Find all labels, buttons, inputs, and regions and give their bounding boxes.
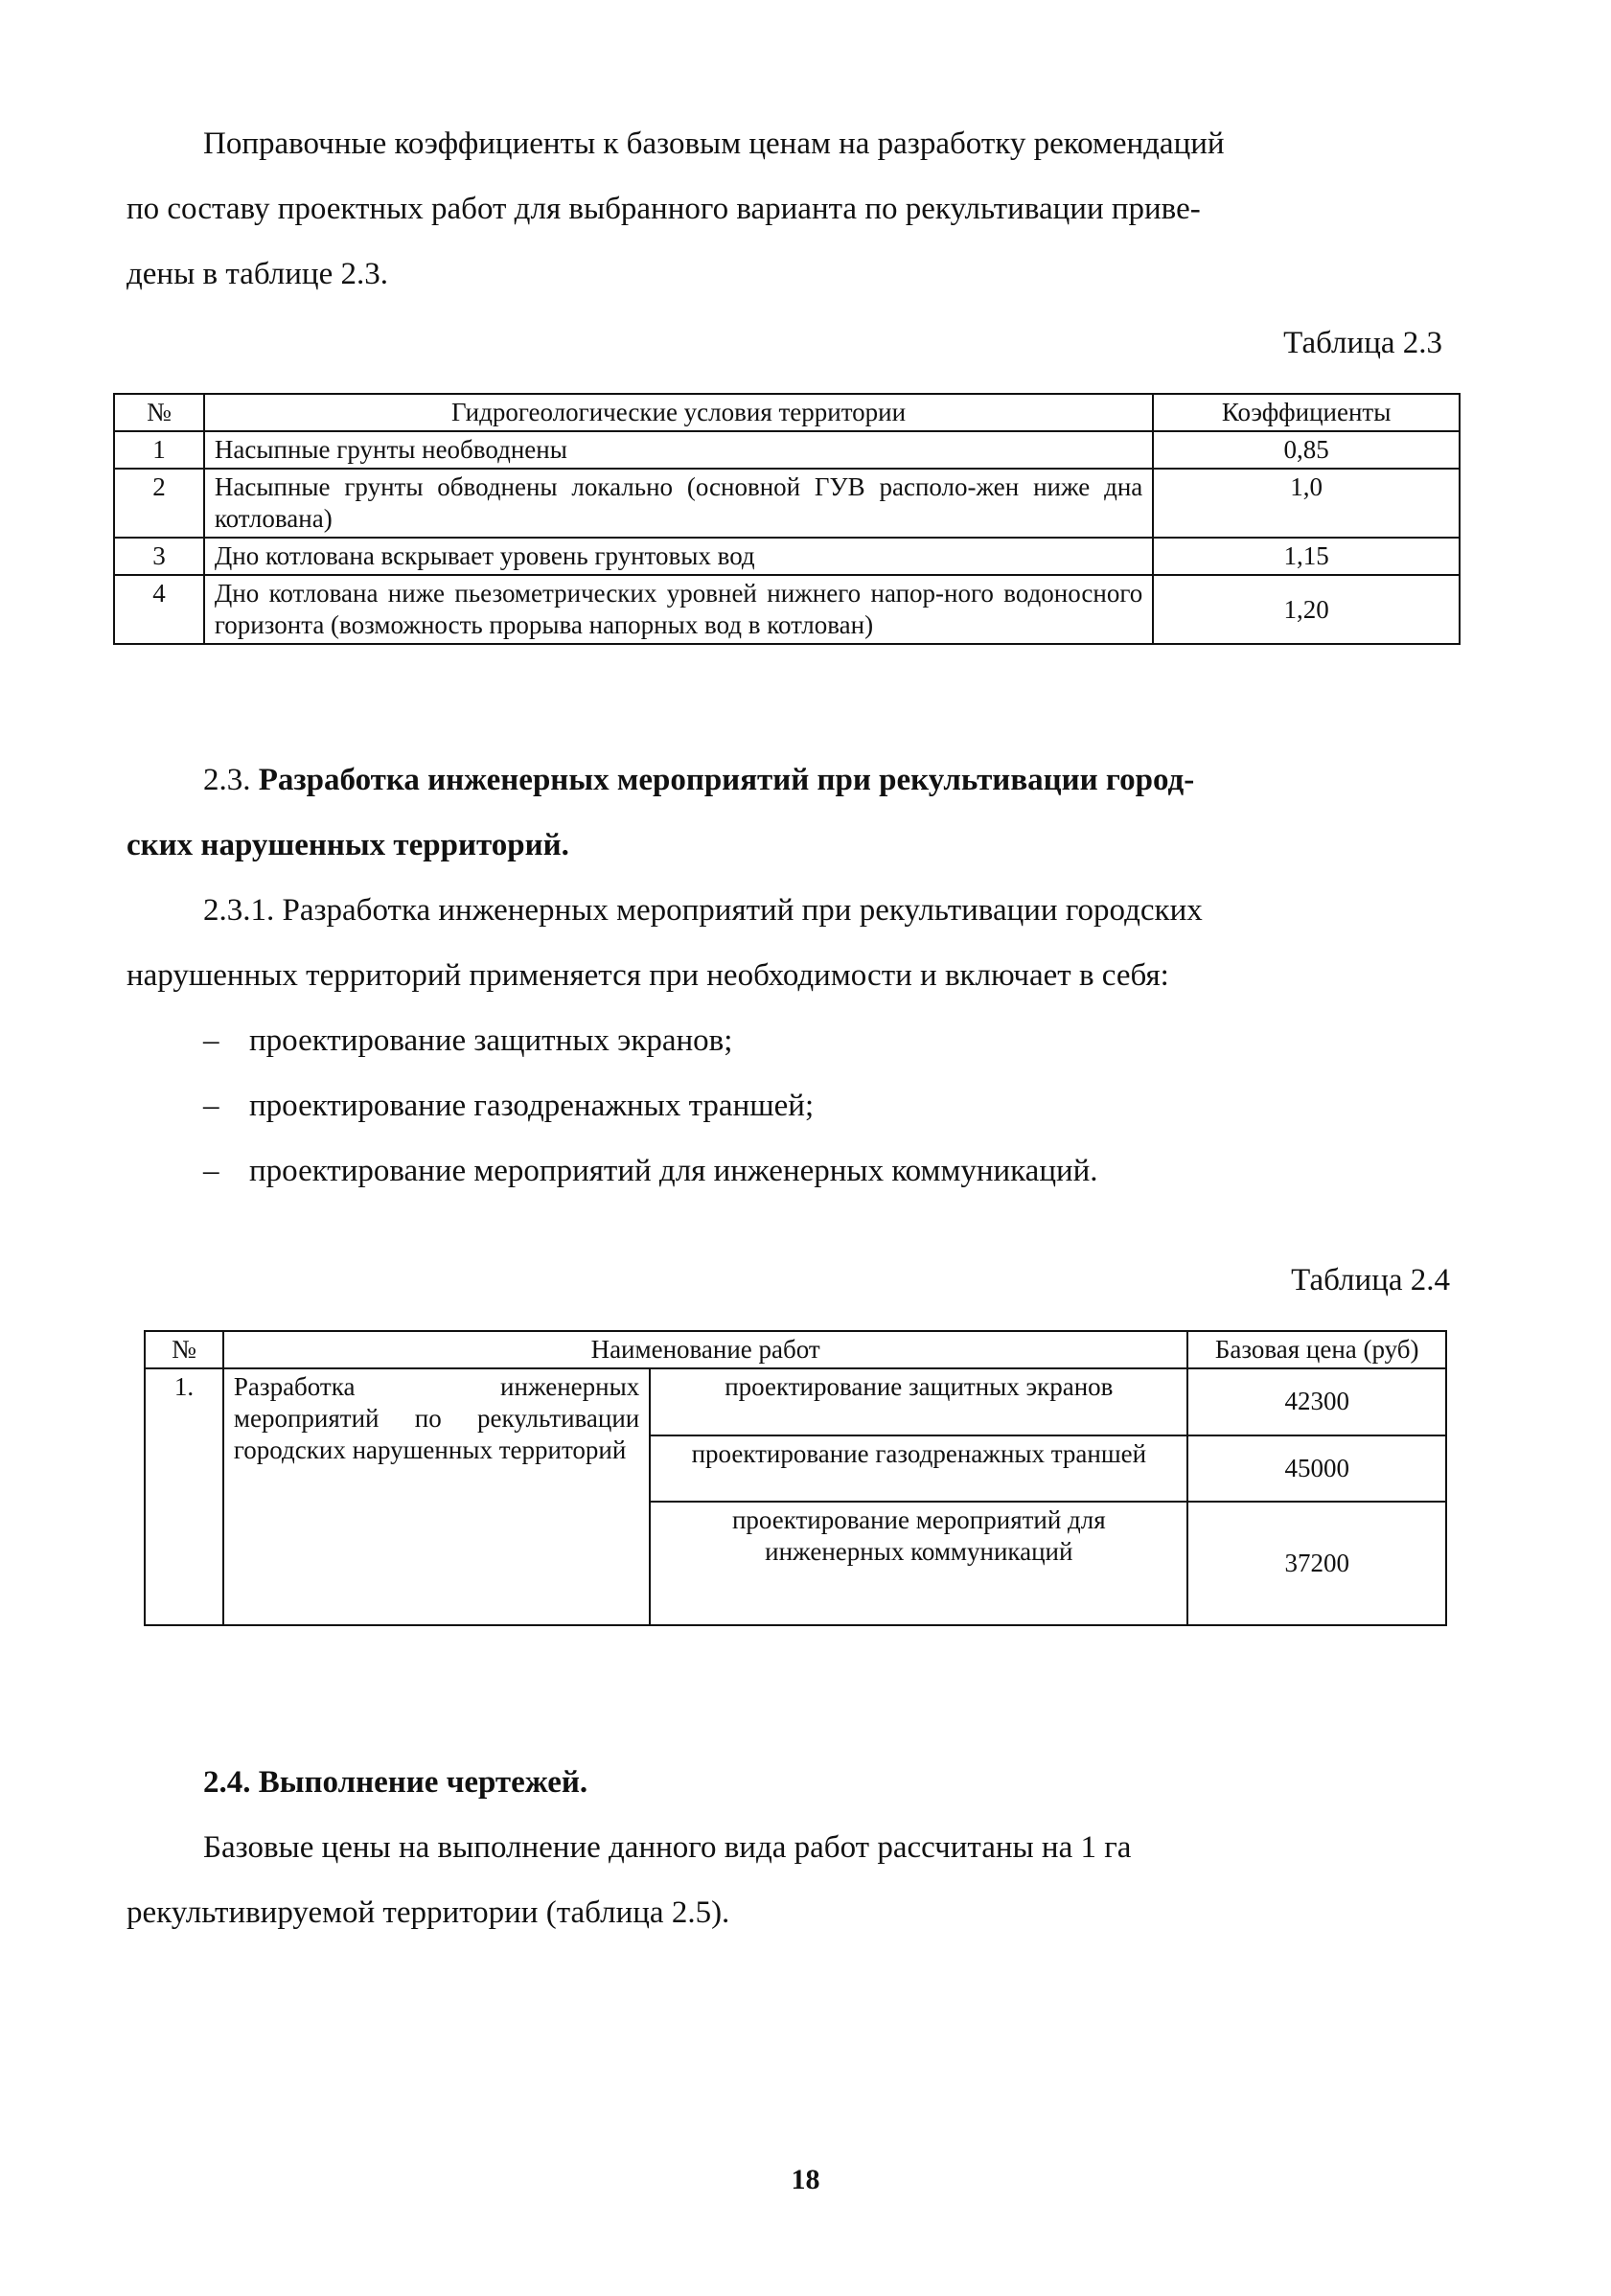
row-coefficient: 1,0 bbox=[1153, 469, 1460, 538]
table-2-4-header-num: № bbox=[145, 1331, 223, 1368]
table-row bbox=[114, 431, 1460, 469]
table-row bbox=[114, 575, 1460, 644]
section-2-3-1-line-1: 2.3.1. Разработка инженерных мероприятий при рекультивации городских bbox=[203, 893, 1203, 928]
table-2-3-caption: Таблица 2.3 bbox=[1283, 326, 1442, 360]
table-2-3-header-row bbox=[114, 394, 1460, 431]
sub-price: 45000 bbox=[1187, 1435, 1446, 1503]
dash-bullet: – bbox=[203, 1154, 219, 1188]
sub-price: 42300 bbox=[1187, 1368, 1446, 1435]
section-2-3-title: Разработка инженерных мероприятий при рекультивации город- bbox=[258, 763, 1195, 797]
intro-line-2: по составу проектных работ для выбранного варианта по рекультивации приве- bbox=[127, 192, 1201, 226]
table-2-3-header-conditions: Гидрогеологические условия территории bbox=[204, 394, 1153, 431]
table-2-4-caption: Таблица 2.4 bbox=[1291, 1263, 1450, 1297]
sub-work: проектирование защитных экранов bbox=[650, 1368, 1187, 1435]
row-number: 3 bbox=[114, 538, 204, 575]
section-2-4-line-1: Базовые цены на выполнение данного вида работ рассчитаны на 1 га bbox=[203, 1830, 1132, 1865]
intro-line-3: дены в таблице 2.3. bbox=[127, 257, 388, 291]
section-2-4-title: 2.4. Выполнение чертежей. bbox=[203, 1765, 588, 1800]
row-coefficient: 1,20 bbox=[1153, 575, 1460, 644]
table-row bbox=[145, 1368, 1446, 1435]
list-item bbox=[203, 1089, 814, 1124]
list-item bbox=[203, 1154, 1098, 1189]
section-2-3-title-line-1 bbox=[203, 763, 1194, 798]
row-condition: Насыпные грунты обводнены локально (основной ГУВ располо-жен ниже дна котлована) bbox=[204, 469, 1153, 538]
list-item-text: проектирование мероприятий для инженерных коммуникаций. bbox=[249, 1154, 1098, 1188]
table-2-3 bbox=[113, 393, 1461, 645]
table-row bbox=[114, 538, 1460, 575]
row-number: 1 bbox=[114, 431, 204, 469]
table-2-3-header-num: № bbox=[114, 394, 204, 431]
sub-price: 37200 bbox=[1187, 1502, 1446, 1625]
table-2-4 bbox=[144, 1330, 1447, 1626]
intro-line-1: Поправочные коэффициенты к базовым ценам на разработку рекомендаций bbox=[203, 126, 1225, 161]
list-item-text: проектирование газодренажных траншей; bbox=[249, 1089, 815, 1123]
section-2-3-1-line-2: нарушенных территорий применяется при необходимости и включает в себя: bbox=[127, 958, 1169, 993]
row-coefficient: 1,15 bbox=[1153, 538, 1460, 575]
row-number: 2 bbox=[114, 469, 204, 538]
table-2-3-header-coefficients: Коэффициенты bbox=[1153, 394, 1460, 431]
dash-bullet: – bbox=[203, 1023, 219, 1058]
row-coefficient: 0,85 bbox=[1153, 431, 1460, 469]
row-number: 1. bbox=[145, 1368, 223, 1625]
dash-bullet: – bbox=[203, 1089, 219, 1123]
table-row bbox=[114, 469, 1460, 538]
row-condition: Дно котлована ниже пьезометрических уровней нижнего напор-ного водоносного горизонта (возможность прорыва напорных вод в котлован) bbox=[204, 575, 1153, 644]
page-number: 18 bbox=[791, 2164, 820, 2195]
section-2-4-line-2: рекультивируемой территории (таблица 2.5). bbox=[127, 1895, 730, 1930]
sub-work: проектирование мероприятий для инженерных коммуникаций bbox=[650, 1502, 1187, 1625]
table-2-4-header-row bbox=[145, 1331, 1446, 1368]
sub-work: проектирование газодренажных траншей bbox=[650, 1435, 1187, 1503]
section-2-3-title-line-2: ских нарушенных территорий. bbox=[127, 828, 569, 862]
row-condition: Дно котлована вскрывает уровень грунтовых вод bbox=[204, 538, 1153, 575]
row-number: 4 bbox=[114, 575, 204, 644]
table-2-4-header-name: Наименование работ bbox=[223, 1331, 1187, 1368]
section-2-3-number: 2.3. bbox=[203, 763, 251, 797]
list-item-text: проектирование защитных экранов; bbox=[249, 1023, 733, 1058]
row-condition: Насыпные грунты необводнены bbox=[204, 431, 1153, 469]
list-item bbox=[203, 1023, 732, 1059]
row-work-group: Разработка инженерных мероприятий по рекультивации городских нарушенных территорий bbox=[223, 1368, 650, 1625]
table-2-4-header-price: Базовая цена (руб) bbox=[1187, 1331, 1446, 1368]
